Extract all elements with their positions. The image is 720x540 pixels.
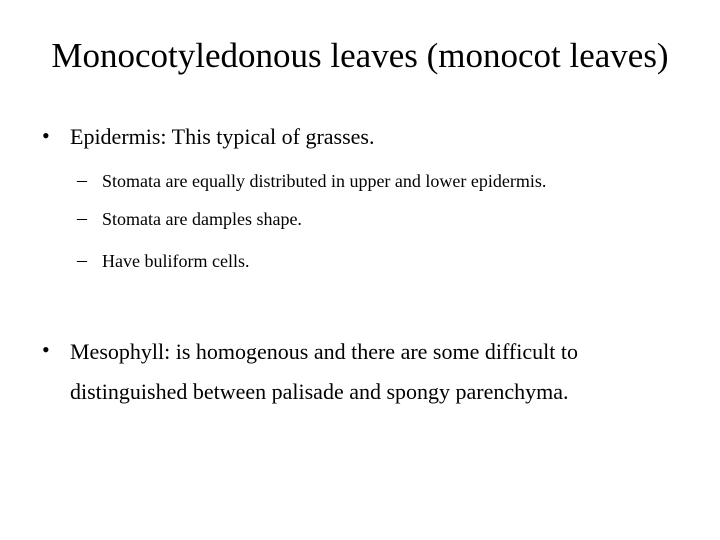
- slide-title: Monocotyledonous leaves (monocot leaves): [51, 36, 669, 75]
- sub-item-marker: –: [77, 249, 87, 271]
- sub-item-stomata-shape: Stomata are damples shape.: [102, 209, 302, 229]
- bullet-epidermis-text: Epidermis: This typical of grasses.: [70, 124, 375, 149]
- sub-item-marker: –: [77, 207, 87, 229]
- bullet-mesophyll-line2: distinguished between palisade and spongy parenchyma.: [70, 379, 569, 404]
- sub-item-marker: –: [77, 169, 87, 191]
- sub-item-buliform-cells: Have buliform cells.: [102, 251, 250, 271]
- bullet-mesophyll-line1: Mesophyll: is homogenous and there are some difficult to: [70, 339, 578, 364]
- bullet-marker: •: [42, 337, 50, 362]
- sub-item-stomata-distribution: Stomata are equally distributed in upper and lower epidermis.: [102, 171, 547, 191]
- bullet-marker: •: [42, 123, 50, 148]
